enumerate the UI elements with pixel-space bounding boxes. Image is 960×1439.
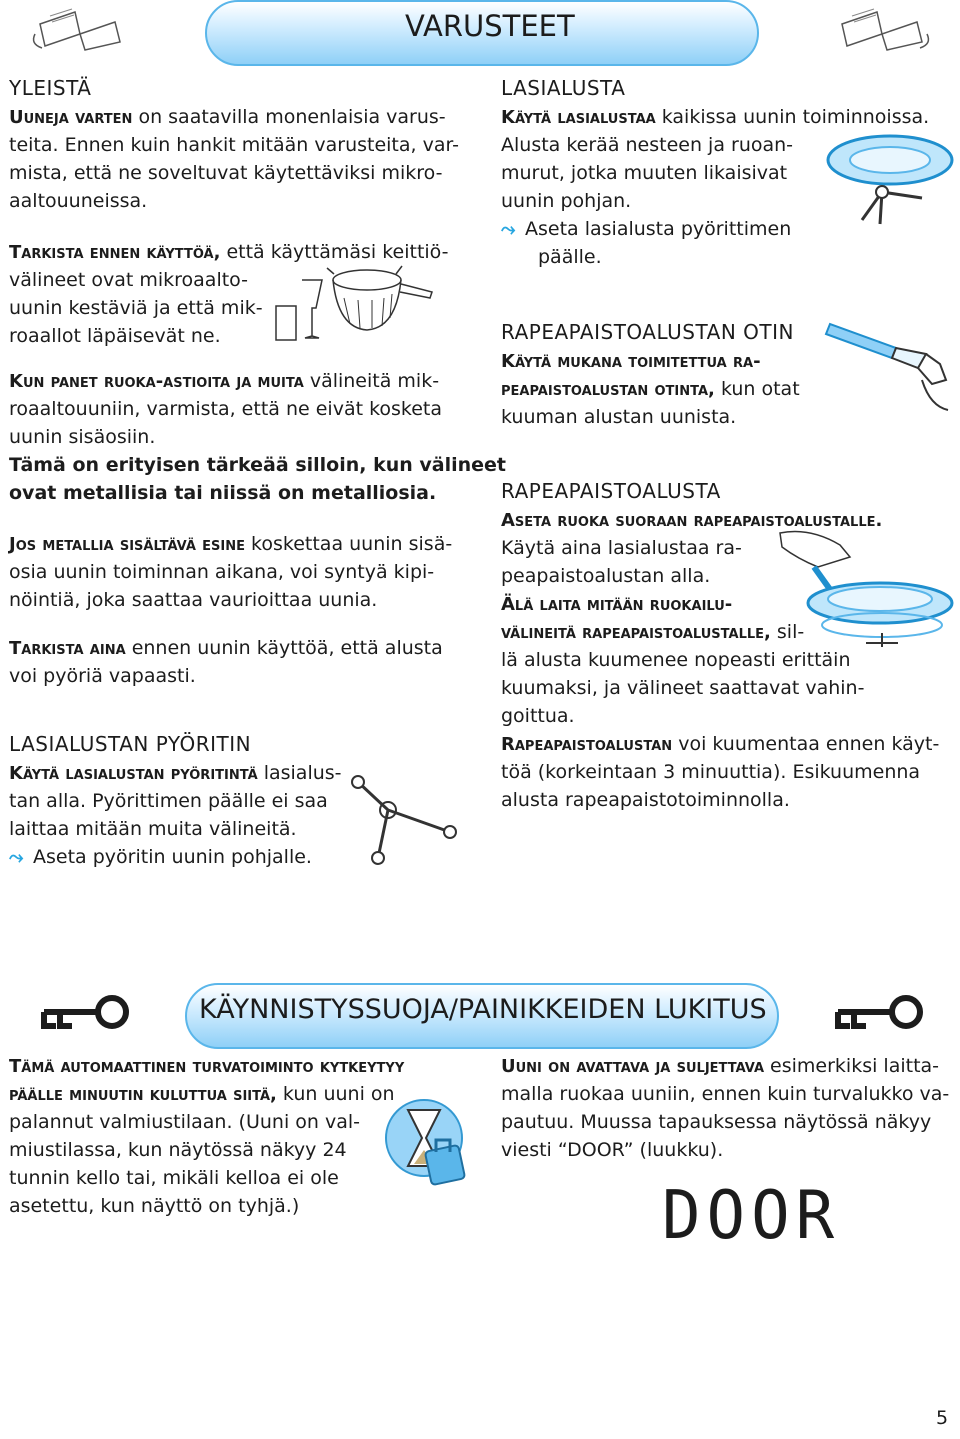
- paragraph-line: uunin pohjan.: [501, 190, 632, 212]
- lock-title: KÄYNNISTYSSUOJA/PAINIKKEIDEN LUKITUS: [199, 994, 767, 1025]
- warning-line: ovat metallisia tai niissä on metalliosia.: [9, 482, 437, 504]
- paragraph-line: kuumaksi, ja välineet saattavat vahin-: [501, 677, 865, 699]
- paragraph-line: malla ruokaa uuniin, ennen kuin turvalukko va-: [501, 1083, 950, 1105]
- paragraph-line: [9, 530, 452, 560]
- kitchenware-illustration: [272, 258, 437, 346]
- lead-text: päälle minuutin kuluttua siitä,: [9, 1084, 277, 1105]
- paragraph-line: tan alla. Pyörittimen päälle ei saa: [9, 790, 328, 812]
- page-title: VARUSTEET: [405, 9, 575, 43]
- text: kun uuni on: [276, 1083, 395, 1105]
- section-heading: YLEISTÄ: [9, 76, 92, 100]
- paragraph-line: goittua.: [501, 705, 575, 727]
- lead-text: Jos metallia sisältävä esine: [9, 534, 245, 555]
- lead-text: Kun panet ruoka-astioita ja muita: [9, 371, 304, 392]
- lead-text: Älä laita mitään ruokailu-: [501, 594, 733, 615]
- step-arrow-icon: ⤳: [9, 847, 24, 868]
- crisp-plate-on-turntable-icon: [770, 525, 958, 650]
- paragraph-line: [501, 590, 732, 620]
- text: esimerkiksi laitta-: [764, 1055, 940, 1077]
- paragraph-line: roaaltouuniin, varmista, että ne eivät kosketa: [9, 398, 443, 420]
- paragraph-line: [9, 1080, 395, 1110]
- text: Aseta pyöritin uunin pohjalle.: [33, 846, 312, 868]
- text: voi kuumentaa ennen käyt-: [672, 733, 940, 755]
- paragraph-line: osia uunin toiminnan aikana, voi syntyä kipi-: [9, 561, 435, 583]
- paragraph-line: [501, 618, 804, 648]
- paragraph-line: teita. Ennen kuin hankit mitään varusteita, var-: [9, 134, 459, 156]
- book-hands-icon: [832, 4, 932, 54]
- book-hands-icon: [30, 4, 130, 54]
- section-heading: LASIALUSTAN PYÖRITIN: [9, 732, 252, 756]
- paragraph-line: roaallot läpäisevät ne.: [9, 325, 221, 347]
- crisp-plate-handle-icon: [822, 318, 958, 418]
- paragraph-line: [9, 634, 443, 664]
- lead-text: Rapeapaistoalustan: [501, 734, 673, 755]
- key-icon: [36, 994, 132, 1034]
- lead-text: Käytä lasialustan pyöritintä: [9, 763, 258, 784]
- paragraph-line: Alusta kerää nesteen ja ruoan-: [501, 134, 794, 156]
- paragraph-line: töä (korkeintaan 3 minuuttia). Esikuumenna: [501, 761, 921, 783]
- lead-text: Tarkista aina: [9, 638, 126, 659]
- paragraph-line: voi pyöriä vapaasti.: [9, 665, 196, 687]
- paragraph-line: [501, 730, 939, 760]
- door-display: DOOR: [662, 1177, 841, 1255]
- paragraph-line: miustilassa, kun näytössä näkyy 24: [9, 1139, 347, 1161]
- paragraph-line: palannut valmiustilaan. (Uuni on val-: [9, 1111, 360, 1133]
- lead-text: Käytä mukana toimitettua ra-: [501, 351, 761, 372]
- turntable-support-icon: [338, 762, 468, 872]
- text: koskettaa uunin sisä-: [245, 533, 453, 555]
- lead-text: Tämä automaattinen turvatoiminto kytkeytyy: [9, 1056, 405, 1077]
- paragraph-line: lä alusta kuumenee nopeasti erittäin: [501, 649, 851, 671]
- paragraph-line: Käytä aina lasialustaa ra-: [501, 537, 742, 559]
- paragraph-line: pautuu. Muussa tapauksessa näytössä näkyy: [501, 1111, 932, 1133]
- step-arrow-icon: ⤳: [501, 219, 516, 240]
- text: sil-: [770, 621, 805, 643]
- paragraph-line: [9, 1052, 404, 1082]
- page-number: 5: [936, 1407, 949, 1429]
- paragraph-line: [9, 367, 439, 397]
- paragraph-line: asetettu, kun näyttö on tyhjä.): [9, 1195, 300, 1217]
- paragraph-line: aaltouuneissa.: [9, 190, 148, 212]
- section-heading: LASIALUSTA: [501, 76, 626, 100]
- text: että käyttämäsi keittiö-: [220, 241, 449, 263]
- paragraph-line: nöintiä, joka saattaa vaurioittaa uunia.: [9, 589, 378, 611]
- paragraph-line: mista, että ne soveltuvat käytettäviksi mikro-: [9, 162, 443, 184]
- section-heading: RAPEAPAISTOALUSTAN OTIN: [501, 320, 794, 344]
- paragraph-line: uunin kestäviä ja että mik-: [9, 297, 263, 319]
- step-line: päälle.: [538, 246, 602, 268]
- lead-text: Uuni on avattava ja suljettava: [501, 1056, 764, 1077]
- paragraph-line: [9, 103, 446, 133]
- paragraph-line: viesti “DOOR” (luukku).: [501, 1139, 724, 1161]
- paragraph-line: murut, jotka muuten likaisivat: [501, 162, 788, 184]
- lead-text: Uuneja varten: [9, 107, 133, 128]
- paragraph-line: peapaistoalustan alla.: [501, 565, 711, 587]
- section-heading: RAPEAPAISTOALUSTA: [501, 479, 721, 503]
- lead-text: Käytä lasialustaa: [501, 107, 656, 128]
- warning-line: Tämä on erityisen tärkeää silloin, kun välineet: [9, 454, 507, 476]
- key-icon: [830, 994, 926, 1034]
- lead-text: välineitä rapeapaistoalustalle,: [501, 622, 771, 643]
- lead-text: peapaistoalustan otinta,: [501, 379, 715, 400]
- paragraph-line: laittaa mitään muita välineitä.: [9, 818, 297, 840]
- paragraph-line: uunin sisäosiin.: [9, 426, 156, 448]
- lead-text: Aseta ruoka suoraan rapeapaistoalustalle.: [501, 510, 883, 531]
- glass-plate-icon: [822, 130, 958, 230]
- step-line: [501, 215, 791, 245]
- paragraph-line: [501, 347, 761, 377]
- paragraph-line: kuuman alustan uunista.: [501, 406, 737, 428]
- text: lasialus-: [257, 762, 342, 784]
- paragraph-line: [9, 759, 342, 789]
- text: ennen uunin käyttöä, että alusta: [125, 637, 443, 659]
- paragraph-line: [501, 103, 929, 133]
- text: kun otat: [714, 378, 800, 400]
- paragraph-line: alusta rapeapaistotoiminnolla.: [501, 789, 790, 811]
- paragraph-line: [501, 375, 800, 405]
- step-line: [9, 843, 312, 873]
- paragraph-line: välineet ovat mikroaalto-: [9, 269, 249, 291]
- text: Aseta lasialusta pyörittimen: [525, 218, 792, 240]
- hourglass-icon: [378, 1092, 478, 1190]
- text: välineitä mik-: [303, 370, 440, 392]
- paragraph-line: [501, 1052, 939, 1082]
- text: kaikissa uunin toiminnoissa.: [655, 106, 930, 128]
- lead-text: Tarkista ennen käyttöä,: [9, 242, 221, 263]
- paragraph-line: tunnin kello tai, mikäli kelloa ei ole: [9, 1167, 339, 1189]
- text: on saatavilla monenlaisia varus-: [132, 106, 446, 128]
